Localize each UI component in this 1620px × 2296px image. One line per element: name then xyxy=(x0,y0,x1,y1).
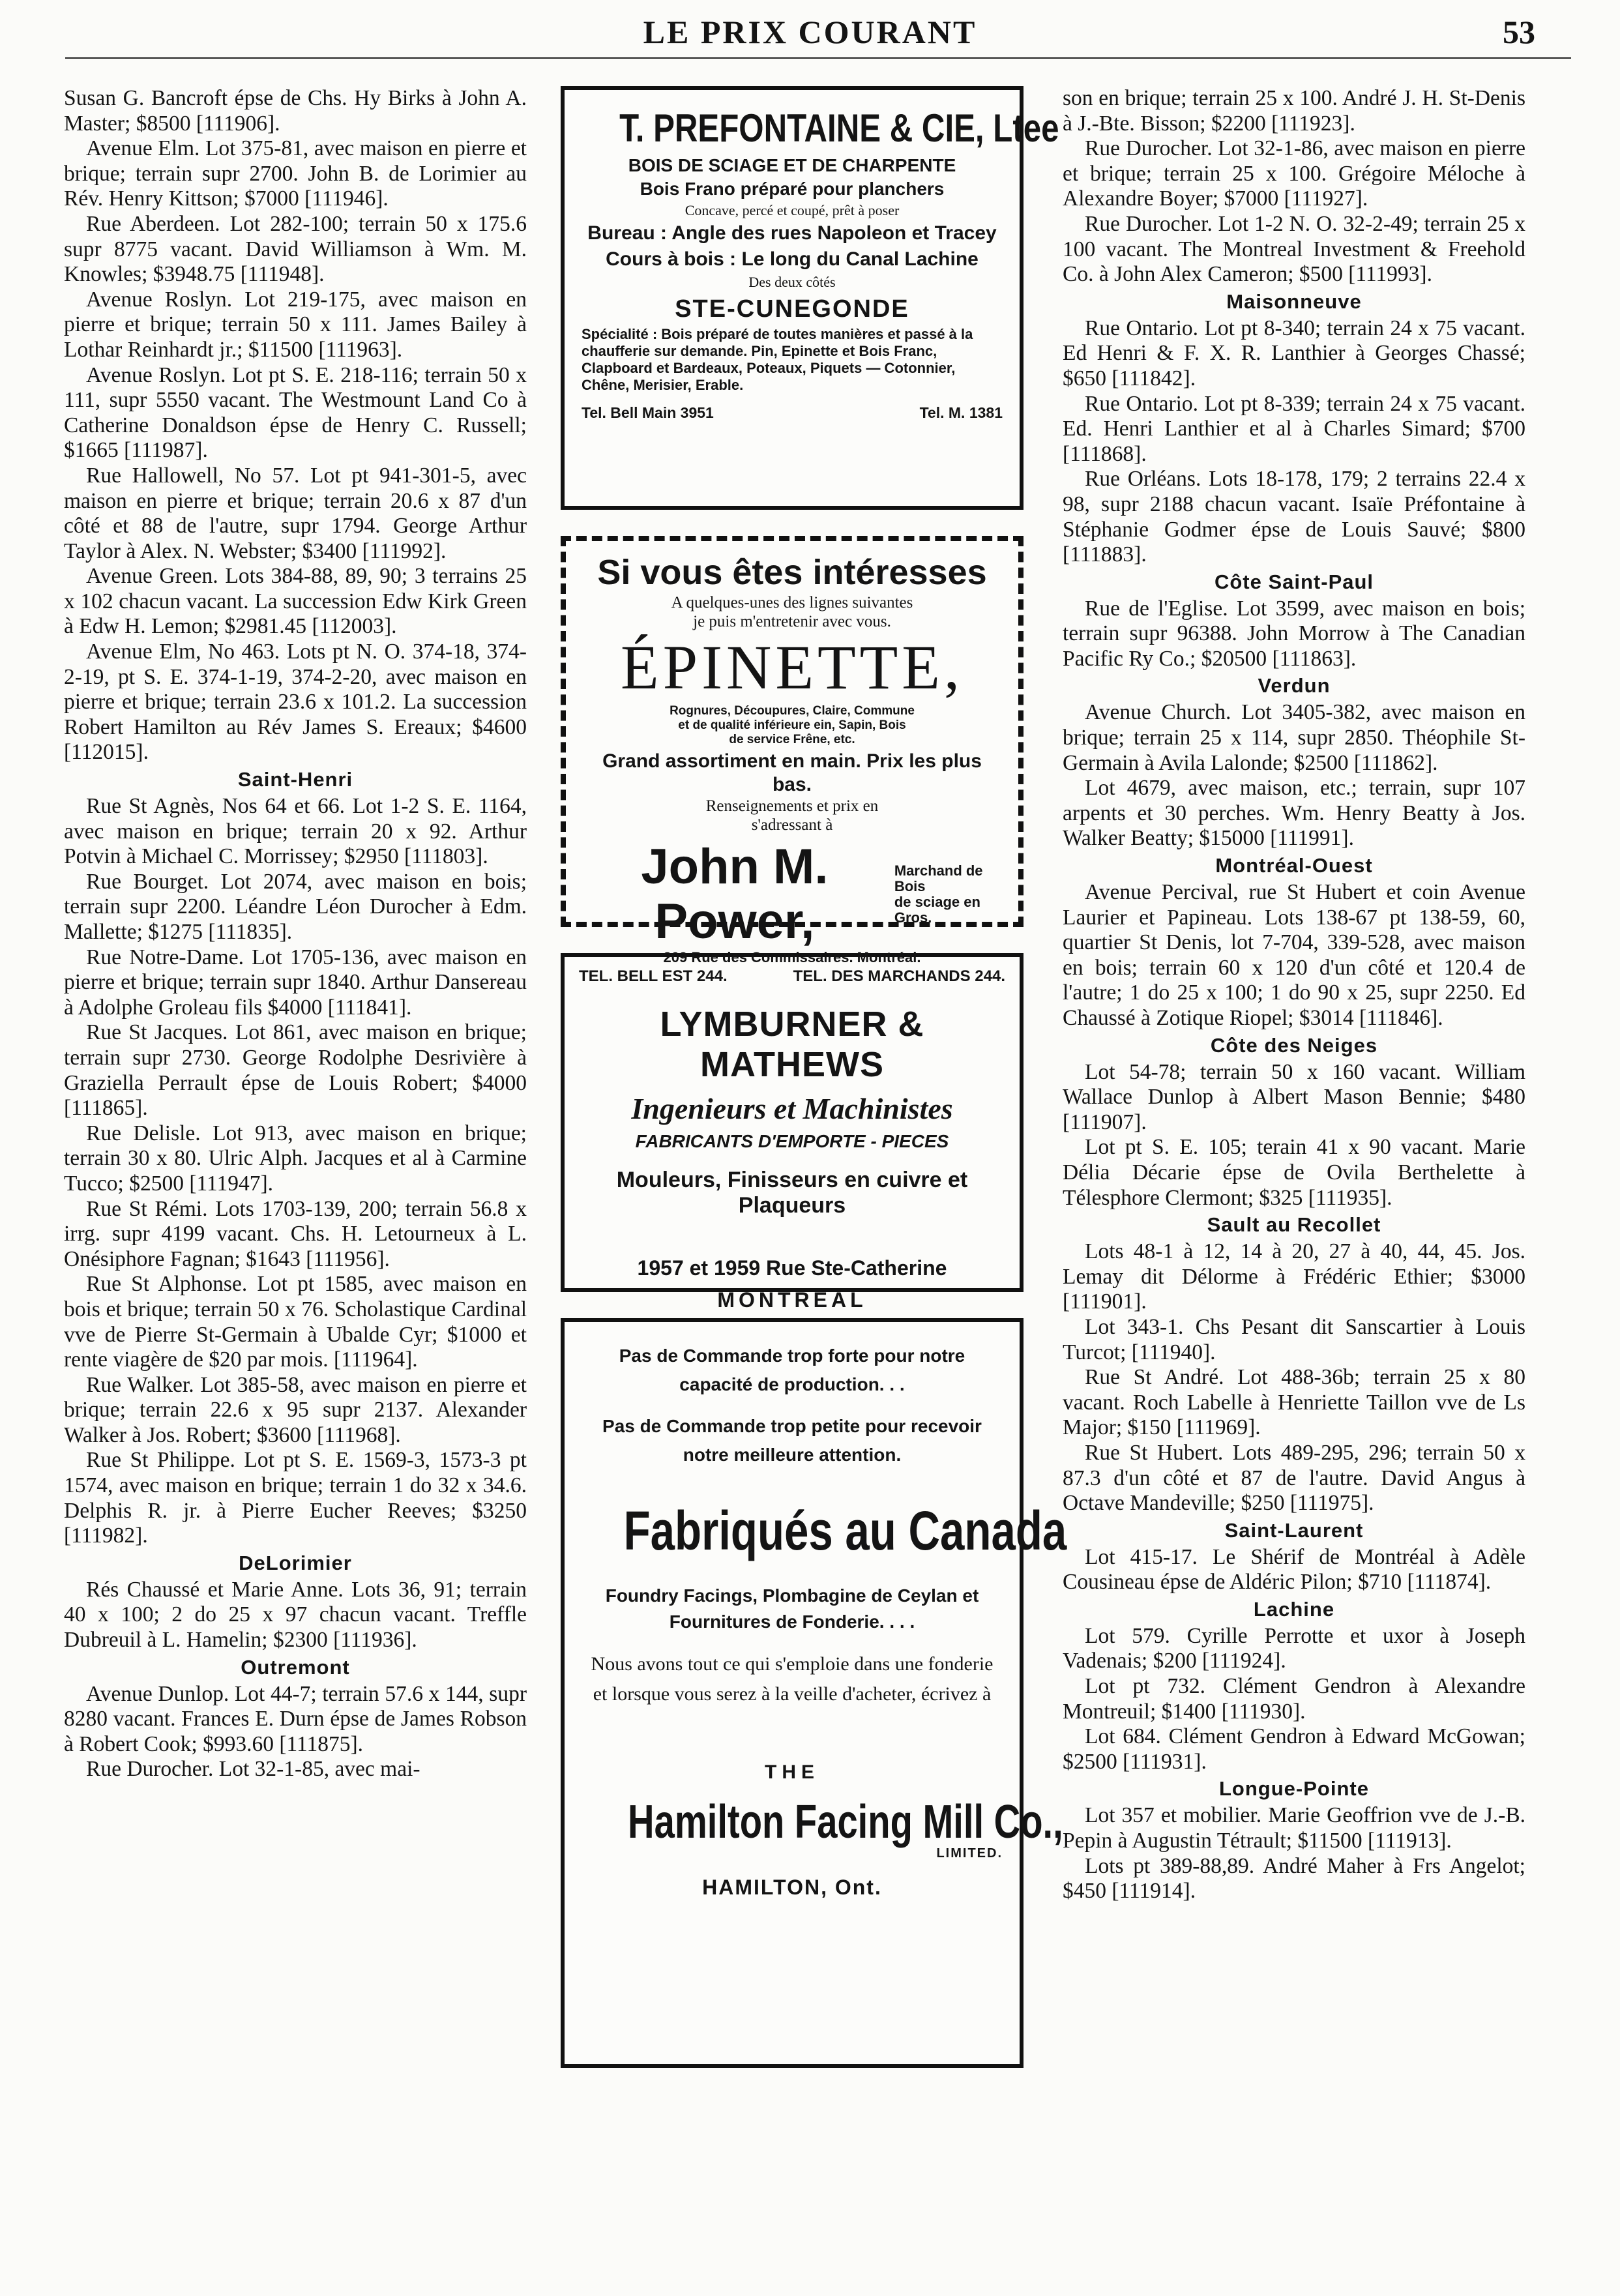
ad-line: LIMITED. xyxy=(936,1846,1003,1861)
ad-line: Bureau : Angle des rues Napoleon et Tracey xyxy=(587,222,997,244)
ad-line: FABRICANTS D'EMPORTE - PIECES xyxy=(635,1131,949,1151)
section-heading: Longue-Pointe xyxy=(1219,1777,1369,1801)
ad-line: Renseignements et prix en xyxy=(705,797,879,815)
ad-brand: Hamilton Facing Mill Co., xyxy=(628,1796,1063,1848)
transaction-entry: Rue Hallowell, No 57. Lot pt 941-301-5, avec maison en pierre et brique; terrain 20.6 x 87 d'un côté et 88 de l'autre, supr 1794. George Arthur Taylor à Alex. N. Webster; $3400 [111992]. xyxy=(64,463,527,563)
transaction-entry: Lots pt 389-88,89. André Maher à Frs Angelot; $450 [111914]. xyxy=(1063,1853,1525,1904)
transaction-entry: Rue Walker. Lot 385-58, avec maison en pierre et brique; terrain 22.6 x 95 supr 2137. Alexander Walker à Jos. Robert; $3600 [111968]. xyxy=(64,1372,527,1447)
transaction-entry: Rue Bourget. Lot 2074, avec maison en bois; terrain supr 2200. Léandre Léon Durocher à Edm. Mallette; $1275 [111835]. xyxy=(64,869,527,944)
transaction-entry: Avenue Elm, No 463. Lots pt N. O. 374-18, 374-2-19, pt S. E. 374-1-19, 374-2-20, avec maison en pierre et brique; terrain 23.6 x 101.2. La succession Robert Hamilton au Rév James S. Ereaux; $4600 [112015]. xyxy=(64,640,527,765)
transaction-entry: Rue St Agnès, Nos 64 et 66. Lot 1-2 S. E. 1164, avec maison en brique; terrain 20 x 92. Arthur Potvin à Michael C. Morrissey; $2950 [111803]. xyxy=(64,794,527,869)
transaction-entry: Rue St André. Lot 488-36b; terrain 25 x 80 vacant. Roch Labelle à Henriette Taillon vve de Ls Major; $150 [111969]. xyxy=(1063,1365,1525,1440)
ad-phones xyxy=(582,404,1003,422)
ad-signature xyxy=(582,840,1003,949)
section-heading: Côte des Neiges xyxy=(1210,1033,1378,1057)
ad-brand: T. PREFONTAINE & CIE, Ltee xyxy=(619,106,1059,150)
ad-product: ÉPINETTE, xyxy=(621,632,964,702)
ad-line: et de qualité inférieure ein, Sapin, Bois xyxy=(678,718,906,732)
transaction-entry: Rue Orléans. Lots 18-178, 179; 2 terrains 22.4 x 98, supr 2188 chacun vacant. Isaïe Préfontaine à Stéphanie Godmer épse de Louis Sauvé; $800 [111883]. xyxy=(1063,467,1525,567)
ad-merchant-title xyxy=(894,863,1003,926)
ad-line: je puis m'entretenir avec vous. xyxy=(693,613,891,630)
ad-line: Cours à bois : Le long du Canal Lachine xyxy=(606,248,979,270)
transaction-entry: Avenue Roslyn. Lot pt S. E. 218-116; terrain 50 x 111, supr 5550 vacant. The Westmount Land Co à Catherine Donaldson épse de Henry C. Russell; $1665 [111987]. xyxy=(64,362,527,463)
ad-line: Pas de Commande trop petite pour recevoir notre meilleure attention. xyxy=(602,1416,982,1465)
transaction-entry: Rue Durocher. Lot 32-1-85, avec mai- xyxy=(86,1757,420,1782)
transaction-entry: Rue de l'Eglise. Lot 3599, avec maison en bois; terrain supr 96388. John Morrow à The Canadian Pacific Ry Co.; $20500 [111863]. xyxy=(1063,596,1525,671)
ad-phone: Tel. Bell Main 3951 xyxy=(582,404,714,421)
ad-line: s'adressant à xyxy=(751,816,833,834)
section-heading: DeLorimier xyxy=(239,1551,352,1574)
section-heading: Côte Saint-Paul xyxy=(1214,570,1374,593)
ad-line: Bois Frano préparé pour planchers xyxy=(640,179,945,199)
section-heading: Lachine xyxy=(1253,1597,1335,1621)
ad-line: Rognures, Découpures, Claire, Commune xyxy=(670,704,915,718)
ad-line: A quelques-unes des lignes suivantes xyxy=(671,594,913,611)
transaction-entry: Lot 357 et mobilier. Marie Geoffrion vve de J.-B. Pepin à Augustin Tétrault; $11500 [111913]. xyxy=(1063,1803,1525,1853)
ad-phone: Tel. M. 1381 xyxy=(919,404,1003,421)
transaction-entry: Lot pt 732. Clément Gendron à Alexandre Montreuil; $1400 [111930]. xyxy=(1063,1674,1525,1724)
left-column xyxy=(64,86,527,1782)
ad-prefontaine xyxy=(561,86,1059,510)
ad-line: THE xyxy=(765,1761,819,1783)
section-heading: Outremont xyxy=(241,1655,350,1679)
ad-headline: Fabriqués au Canada xyxy=(623,1500,1067,1561)
transaction-entry: Lot 415-17. Le Shérif de Montréal à Adèle Cousineau épse de Aldéric Pilon; $710 [111874]. xyxy=(1063,1544,1525,1595)
ad-specialty: Spécialité : Bois préparé de toutes manières et passé à la chaufferie sur demande. Pin, Epinette et Bois Franc, Clapboard et Bardeaux, Poteaux, Piquets — Cotonnier, Chêne, Merisier, Erable. xyxy=(582,326,973,393)
transaction-entry: Rue St Alphonse. Lot pt 1585, avec maison en bois et brique; terrain 50 x 76. Scholastique Cardinal vve de Pierre St-Germain à Ubalde Cyr; $1000 et rente viagère de $20 par mois. [111964]. xyxy=(64,1272,527,1372)
ad-phones xyxy=(579,967,1005,986)
page-number: 53 xyxy=(1503,14,1535,50)
ad-line: Pas de Commande trop forte pour notre capacité de production. . . xyxy=(619,1346,965,1394)
section-heading: Sault au Recollet xyxy=(1207,1213,1381,1237)
transaction-entry: Rés Chaussé et Marie Anne. Lots 36, 91; terrain 40 x 100; 2 do 25 x 97 chacun vacant. Treffle Dubreuil à L. Hamelin; $2300 [111936]. xyxy=(64,1577,527,1653)
transaction-entry: Avenue Dunlop. Lot 44-7; terrain 57.6 x 144, supr 8280 vacant. Frances E. Durn épse de James Robson à Robert Cook; $993.60 [111875]. xyxy=(64,1681,527,1756)
ad-merchant-name: John M. Power, xyxy=(641,839,829,949)
section-heading: Verdun xyxy=(1258,674,1331,698)
ad-city: MONTREAL xyxy=(717,1288,867,1312)
ad-line: de sciage en Gros. xyxy=(894,894,980,926)
transaction-entry: Lot 343-1. Chs Pesant dit Sanscartier à Louis Turcot; [111940]. xyxy=(1063,1314,1525,1364)
transaction-entry: Lot 684. Clément Gendron à Edward McGowan; $2500 [111931]. xyxy=(1063,1724,1525,1774)
ad-line: Concave, percé et coupé, prêt à poser xyxy=(685,202,900,218)
advertisement-column xyxy=(561,86,1067,2094)
transaction-entry: Rue St Philippe. Lot pt S. E. 1569-3, 1573-3 pt 1574, avec maison en brique; terrain 1 do 32 x 34.6. Delphis R. jr. à Pierre Eucher Reeves; $3250 [111982]. xyxy=(64,1448,527,1548)
transaction-entry: Lot pt S. E. 105; terain 41 x 90 vacant. Marie Délia Décarie épse de Ovila Berthelette à Télesphore Clermont; $325 [111935]. xyxy=(1063,1135,1525,1210)
header-rule xyxy=(65,57,1571,59)
transaction-entry: Rue Durocher. Lot 32-1-86, avec maison en pierre et brique; terrain 25 x 100. Grégoire Méloche à Alexandre Boyer; $7000 [111927]. xyxy=(1063,136,1525,211)
ad-line: Grand assortiment en main. Prix les plus bas. xyxy=(602,750,982,795)
ad-address: 209 Rue des Commissaires. Montréal. xyxy=(663,949,921,965)
ad-place: STE-CUNEGONDE xyxy=(675,295,909,323)
ad-line: Foundry Facings, Plombagine de Ceylan et Fournitures de Fonderie. . . . xyxy=(605,1585,979,1632)
page-header xyxy=(0,13,1620,52)
section-heading: Saint-Henri xyxy=(237,768,353,791)
transaction-entry: Rue Aberdeen. Lot 282-100; terrain 50 x 175.6 supr 8775 vacant. David Williamson à Wm. M. Knowles; $3948.75 [111948]. xyxy=(64,211,527,287)
ad-hamilton xyxy=(561,1318,1067,2068)
transaction-entry: Rue Durocher. Lot 1-2 N. O. 32-2-49; terrain 25 x 100 vacant. The Montreal Investment & Freehold Co. à John Alex Cameron; $500 [111993]. xyxy=(1063,211,1525,287)
ad-brand: LYMBURNER & MATHEWS xyxy=(660,1005,924,1084)
transaction-entry: Lot 579. Cyrille Perrotte et uxor à Joseph Vadenais; $200 [111924]. xyxy=(1063,1623,1525,1673)
transaction-entry: son en brique; terrain 25 x 100. André J. H. St-Denis à J.-Bte. Bisson; $2200 [111923]. xyxy=(1063,86,1525,136)
transaction-entry: Rue Delisle. Lot 913, avec maison en brique; terrain 30 x 80. Ulric Alph. Jacques et al à Carmine Tucco; $2500 [111947]. xyxy=(64,1121,527,1196)
transaction-entry: Avenue Church. Lot 3405-382, avec maison en brique; terrain 25 x 114, supr 2850. Théophile St-Germain à Avila Lalonde; $2500 [111862]. xyxy=(1063,700,1525,775)
ad-trade: Ingenieurs et Machinistes xyxy=(631,1092,953,1125)
transaction-entry: Lots 48-1 à 12, 14 à 20, 27 à 40, 44, 45. Jos. Lemay dit Délorme à Frédéric Ethier; $3000 [111901]. xyxy=(1063,1239,1525,1314)
transaction-entry: Rue St Rémi. Lots 1703-139, 200; terrain 56.8 x irrg. supr 4199 vacant. Chs. H. Letourneux à L. Onésiphore Fagnan; $1643 [111956]. xyxy=(64,1196,527,1271)
transaction-entry: Rue St Hubert. Lots 489-295, 296; terrain 50 x 87.3 d'un côté et 87 de l'autre. David Angus à Octave Mandeville; $250 [111975]. xyxy=(1063,1440,1525,1516)
right-column xyxy=(1063,86,1525,1904)
ad-line: Mouleurs, Finisseurs en cuivre et Plaqueurs xyxy=(616,1168,968,1218)
section-heading: Maisonneuve xyxy=(1226,289,1362,313)
ad-line: Des deux côtés xyxy=(748,274,836,290)
ad-address: 1957 et 1959 Rue Ste-Catherine xyxy=(637,1256,947,1280)
ad-lymburner xyxy=(561,953,1024,1312)
ad-phone: TEL. BELL EST 244. xyxy=(579,967,728,985)
transaction-entry: Avenue Green. Lots 384-88, 89, 90; 3 terrains 25 x 102 chacun vacant. La succession Edw Kirk Green à Edw H. Lemon; $2981.45 [112003]. xyxy=(64,564,527,639)
transaction-entry: Rue Ontario. Lot pt 8-339; terrain 24 x 75 vacant. Ed. Henri Lanthier et al à Charles Simard; $700 [111868]. xyxy=(1063,391,1525,466)
transaction-entry: Avenue Percival, rue St Hubert et coin Avenue Laurier et Papineau. Lots 138-67 pt 138-59, 60, quartier St Denis, lot 7-704, 339-528, avec maison en bois; terrain 60 x 120 d'un côté et 120.4 de l'autre; 1 do 25 x 100; 1 do 90 x 25, supr 2250. Ed Chaussé à Zotique Riopel; $3014 [111846]. xyxy=(1063,880,1525,1030)
ad-john-power xyxy=(561,536,1024,965)
ad-phone: TEL. DES MARCHANDS 244. xyxy=(793,967,1005,985)
ad-headline: Si vous êtes intéresses xyxy=(597,553,987,592)
ad-line: Marchand de Bois xyxy=(894,862,983,894)
transaction-entry: Lot 4679, avec maison, etc.; terrain, supr 107 arpents et 30 perches. Wm. Henry Beatty à Jos. Walker Beatty; $15000 [111991]. xyxy=(1063,776,1525,851)
transaction-entry: Lot 54-78; terrain 50 x 160 vacant. William Wallace Dunlop à Albert Mason Bennie; $480 [111907]. xyxy=(1063,1059,1525,1134)
journal-title: LE PRIX COURANT xyxy=(643,14,977,50)
ad-city: HAMILTON, Ont. xyxy=(702,1876,882,1899)
section-heading: Montréal-Ouest xyxy=(1215,854,1373,877)
transaction-entry: Rue Ontario. Lot pt 8-340; terrain 24 x 75 vacant. Ed Henri & F. X. R. Lanthier à Georges Chassé; $650 [111842]. xyxy=(1063,316,1525,390)
transaction-entry: Avenue Roslyn. Lot 219-175, avec maison en pierre et brique; terrain 50 x 111. James Bailey à Lothar Reinhardt jr.; $11500 [111963]. xyxy=(64,287,527,362)
transaction-entry: Rue St Jacques. Lot 861, avec maison en brique; terrain supr 2730. George Rodolphe Desrivière à Graziella Perrault épse de Louis Robert; $4000 [111865]. xyxy=(64,1020,527,1121)
section-heading: Saint-Laurent xyxy=(1224,1518,1364,1542)
ad-line: de service Frêne, etc. xyxy=(729,733,855,746)
ad-line: BOIS DE SCIAGE ET DE CHARPENTE xyxy=(628,155,956,175)
ad-line: Nous avons tout ce qui s'emploie dans une fonderie et lorsque vous serez à la veille d'acheter, écrivez à xyxy=(591,1653,994,1705)
transaction-entry: Susan G. Bancroft épse de Chs. Hy Birks à John A. Master; $8500 [111906]. xyxy=(64,86,527,136)
transaction-entry: Rue Notre-Dame. Lot 1705-136, avec maison en pierre et brique; terrain supr 1840. Arthur Dansereau à Adolphe Groleau fils $4000 [111841]. xyxy=(64,945,527,1020)
transaction-entry: Avenue Elm. Lot 375-81, avec maison en pierre et brique; terrain supr 2700. John B. de Lorimier au Rév. Henry Kittson; $7000 [111946]. xyxy=(64,136,527,211)
